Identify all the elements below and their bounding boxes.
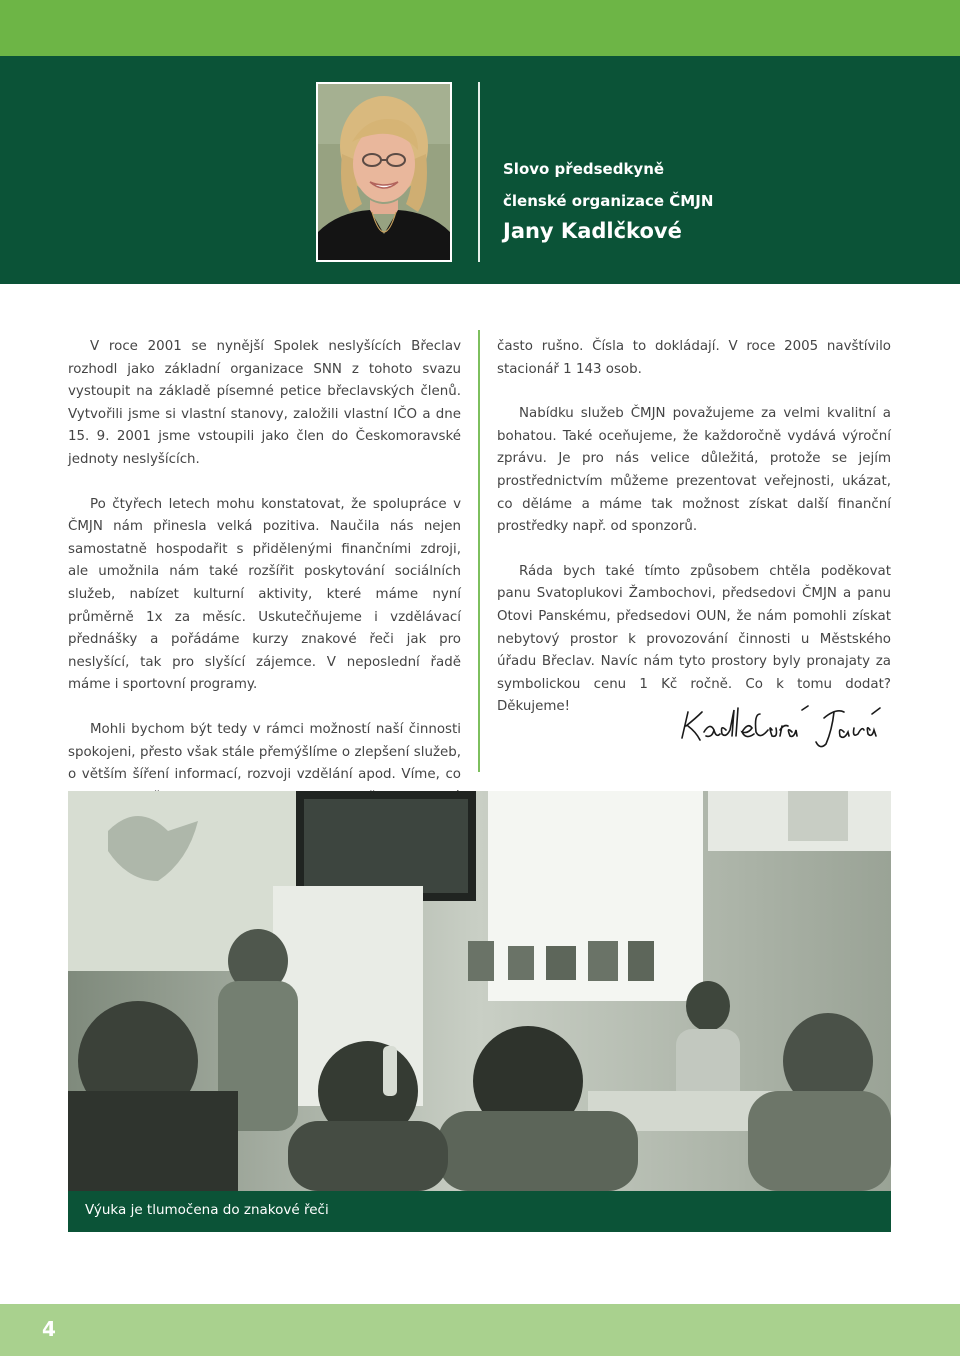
paragraph: často rušno. Čísla to dokládají. V roce 2005 navštívilo stacionář 1 143 osob. bbox=[497, 339, 891, 377]
photo-caption-bar bbox=[68, 1191, 891, 1232]
portrait-illustration bbox=[318, 84, 450, 260]
top-green-band bbox=[0, 0, 960, 56]
photo-caption: Výuka je tlumočena do znakové řeči bbox=[85, 1202, 329, 1218]
header-title-line1: Slovo předsedkyně bbox=[503, 160, 665, 178]
left-text-column bbox=[68, 336, 461, 854]
paragraph: Po čtyřech letech mohu konstatovat, že spolupráce v ČMJN nám přinesla velká pozitiva. Naučila nás nejen samostatně hospodařit s přidělenými finančními zdroji, ale umožnila nám také rozšířit poskytování sociálních služeb, nabízet kulturní aktivity, které máme nyní průměrně 1x za měsíc. Uskutečňujeme i vzdělávací přednášky a pořádáme kurzy znakové řeči jak pro neslyšící, tak pro slyšící zájemce. V neposlední řadě máme i sportovní programy. bbox=[68, 496, 461, 693]
header-band bbox=[0, 56, 960, 284]
paragraph: V roce 2001 se nynější Spolek neslyšících Břeclav rozhodl jako základní organizace SNN z tohoto svazu vystoupit na základě písemné petice břeclavských členů. Vytvořili jsme si vlastní stanovy, založili vlastní IČO a dne 15. 9. 2001 jsme vstoupili jako člen do Českomoravské jednoty neslyšících. bbox=[68, 339, 461, 467]
signature-drawing bbox=[676, 700, 886, 760]
portrait-photo bbox=[316, 82, 452, 262]
handwritten-signature bbox=[676, 700, 886, 760]
footer-band bbox=[0, 1304, 960, 1356]
column-divider-line bbox=[478, 330, 480, 772]
header-divider-line bbox=[478, 82, 480, 262]
paragraph: Mohli bychom být tedy v rámci možností naší činnosti spokojeni, přesto však stále přemýšlíme o zlepšení služeb, o větším šíření informací, rozvoji vzdělání apod. Víme, co bbox=[68, 721, 461, 783]
classroom-photo bbox=[68, 791, 891, 1191]
paragraph: Nabídku služeb ČMJN považujeme za velmi kvalitní a bohatou. Také oceňujeme, že každoročně vydává výroční zprávu. Je pro nás velice důležitá, protože se jejím prostřednictvím můžeme prezentovat veřejnosti, ukázat, co děláme a máme tak možnost získat další finanční prostředky např. od sponzorů. bbox=[497, 406, 891, 535]
header-author-name: Jany Kadlčkové bbox=[503, 219, 682, 243]
page-number: 4 bbox=[42, 1317, 56, 1341]
right-text-column bbox=[497, 336, 891, 741]
paragraph: Ráda bych také tímto způsobem chtěla poděkovat panu Svatoplukovi Žambochovi, předsedovi ČMJN a panu Otovi Panskému, předsedovi OUN, že nám pomohli získat nebytový prostor k provozování činnosti u Městského úřadu Břeclav. Navíc nám tyto prostory byly pronajaty za symbolickou cenu 1 Kč ročně. Co k tomu dodat? Děkujeme! bbox=[497, 563, 891, 715]
classroom-illustration bbox=[68, 791, 891, 1191]
header-title-line2: členské organizace ČMJN bbox=[503, 192, 714, 210]
